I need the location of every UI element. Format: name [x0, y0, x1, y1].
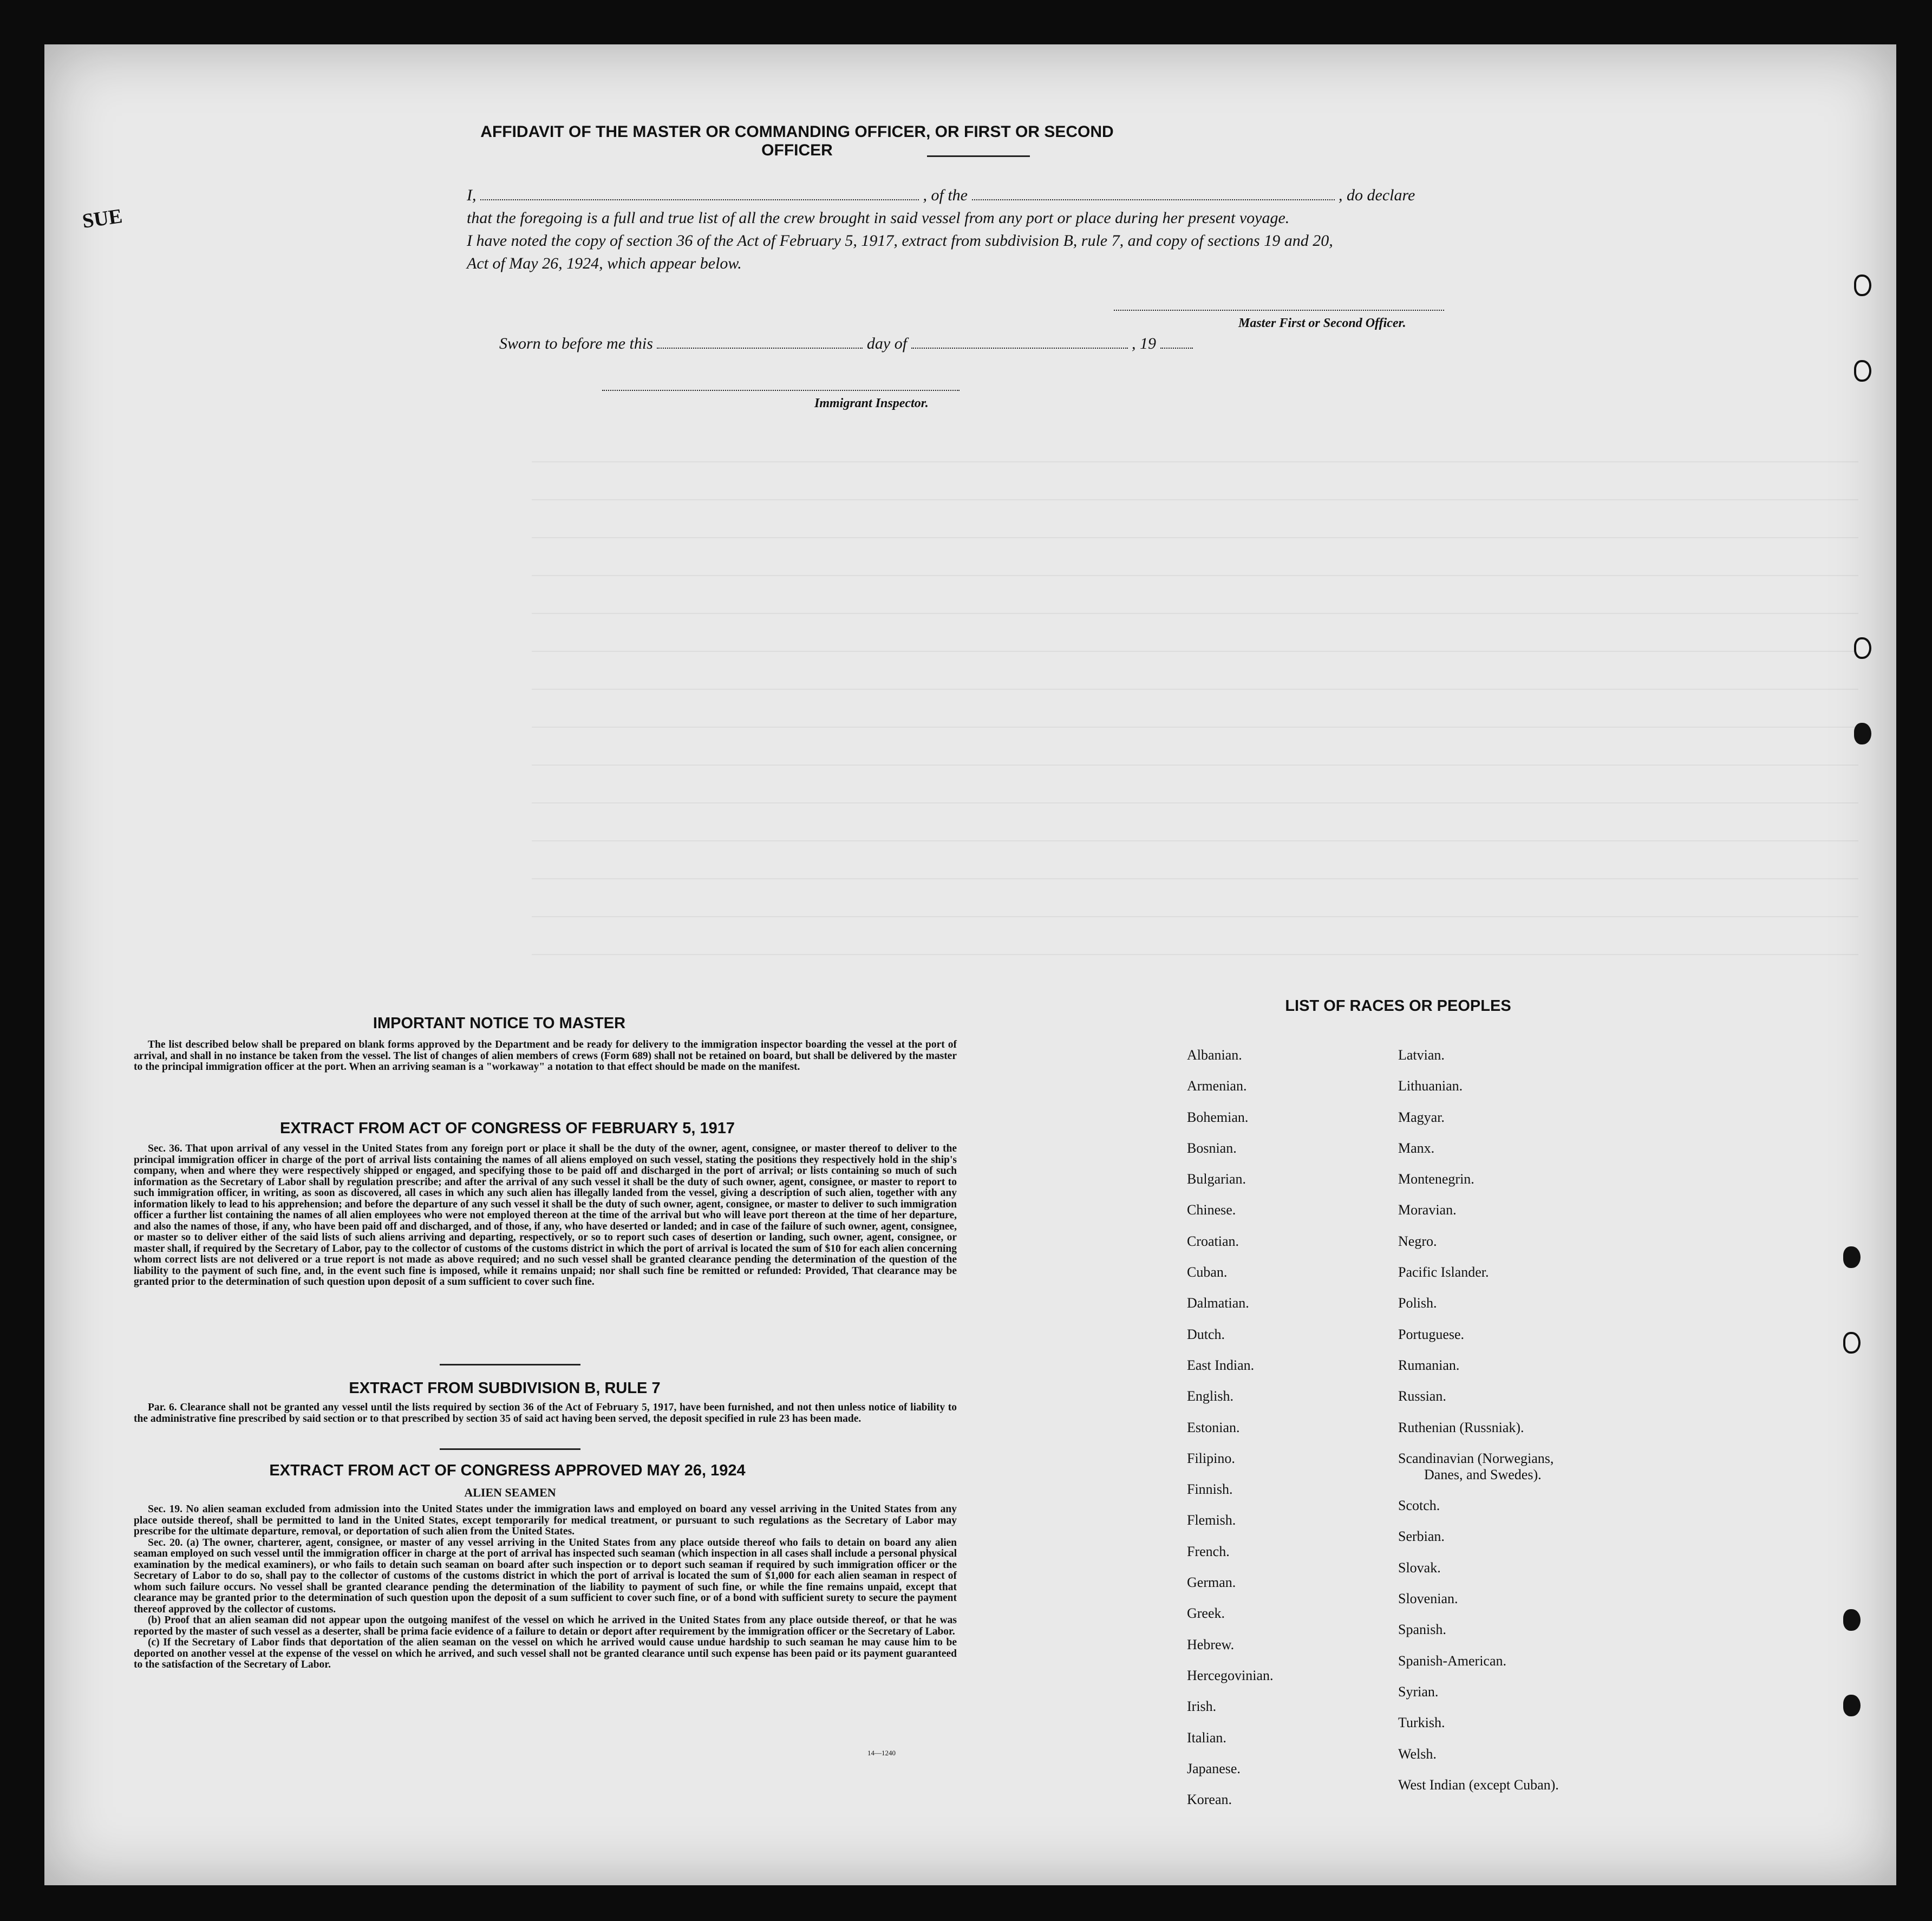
- race-item: Albanian.: [1187, 1047, 1242, 1063]
- binder-hole: [1843, 1695, 1861, 1716]
- notice-paragraph: The list described below shall be prepared on blank forms approved by the Department and be ready for delivery to the immigration inspector boarding the vessel at the port of arrival, and shall in no instance be taken from the vessel. The list of changes of alien members of crews (Form 689) shall not be retained on board, but shall be delivered by the master to the principal immigration officer at the port. When an arriving seaman is a "workaway" a notation to that effect should be made on the manifest.: [134, 1039, 957, 1073]
- notice-title: IMPORTANT NOTICE TO MASTER: [373, 1015, 626, 1032]
- inspector-label: Immigrant Inspector.: [814, 396, 929, 410]
- divider: [440, 1448, 580, 1450]
- bleed-through-row: [532, 748, 1858, 766]
- race-item: Ruthenian (Russniak).: [1398, 1419, 1524, 1435]
- race-item: Flemish.: [1187, 1512, 1236, 1528]
- race-item: Bulgarian.: [1187, 1171, 1246, 1187]
- sec-36-paragraph: Sec. 36. That upon arrival of any vessel in the United States from any foreign port or place it shall be the duty of the owner, agent, consignee, or master thereof to deliver to the principal immigration officer in charge of the port of arrival lists containing the names of all aliens employed on such vessel, stating the positions they respectively hold in the ship's company, when and where they were respectively shipped or engaged, and specifying those to be paid off and discharged in the port of arrival; or lists containing so much of such information as the Secretary of Labor shall by regulation prescribe; and after the arrival of any such vessel it shall be the duty of such owner, agent, consignee, or master to report to such immigration officer, in writing, as soon as discovered, all cases in which any such alien has illegally landed from the vessel, giving a description of such alien, together with any information likely to lead to his apprehension; and before the departure of any such vessel it shall be the duty of such owner, agent, consignee, or master to deliver to such immigration officer a further list containing the names of all alien employees who were not employed thereon at the time of the arrival but who will leave port thereon at the time of her departure, and also the names of those, if any, who have been paid off and discharged, and of those, if any, who have deserted or landed; and in case of the failure of such owner, agent, consignee, or master so to deliver either of the said lists of such aliens arriving and departing, respectively, or so to report such cases of desertion or landing, such owner, agent, consignee, or master shall, if required by the Secretary of Labor, pay to the collector of customs of the customs district in which the port of arrival is located the sum of $10 for each alien concerning whom correct lists are not delivered or a true report is not made as above required; and no such vessel shall be granted clearance pending the determination of the question of the liability to the payment of such fine, and, in the event such fine is imposed, while it remains unpaid; nor shall such fine be remitted or refunded: Provided, That clearance may be granted prior to the determination of such question upon deposit of a sum sufficient to cover such fine.: [134, 1143, 957, 1288]
- race-item: Pacific Islander.: [1398, 1264, 1489, 1280]
- binder-hole: [1854, 637, 1871, 659]
- race-item: Spanish.: [1398, 1622, 1446, 1638]
- race-item: Portuguese.: [1398, 1326, 1465, 1342]
- race-item: Polish.: [1398, 1295, 1437, 1311]
- race-item: Finnish.: [1187, 1481, 1233, 1498]
- affidavit-text-line: I have noted the copy of section 36 of the Act of February 5, 1917, extract from subdivision B, rule 7, and copy of sections 19 and 20,: [467, 232, 1333, 250]
- race-item: Korean.: [1187, 1792, 1232, 1808]
- extract-rule7-title: EXTRACT FROM SUBDIVISION B, RULE 7: [349, 1380, 661, 1397]
- sworn-day-field[interactable]: [657, 348, 863, 349]
- race-item: Irish.: [1187, 1698, 1217, 1715]
- affidavit-text-line: Act of May 26, 1924, which appear below.: [467, 254, 742, 272]
- bleed-through-row: [532, 672, 1858, 690]
- race-item: Scandinavian (Norwegians,: [1398, 1450, 1554, 1466]
- affidavit-text-line: that the foregoing is a full and true list of all the crew brought in said vessel from any port or place during her present voyage.: [467, 209, 1290, 227]
- race-item: Negro.: [1398, 1233, 1437, 1249]
- divider: [927, 155, 1030, 157]
- bleed-through-row: [532, 938, 1858, 955]
- race-item: Greek.: [1187, 1605, 1225, 1622]
- divider: [440, 1364, 580, 1365]
- extract-1917-text: [134, 1144, 957, 1288]
- sworn-label: Sworn to before me this: [499, 335, 653, 352]
- races-title: LIST OF RACES OR PEOPLES: [1285, 997, 1511, 1015]
- races-right-column: [1398, 1047, 1559, 1808]
- affidavit-declaration-line: [467, 186, 1463, 205]
- binder-hole: [1843, 1332, 1861, 1354]
- race-item: Rumanian.: [1398, 1357, 1460, 1373]
- bleed-through-row: [532, 521, 1858, 538]
- race-item: Bohemian.: [1187, 1109, 1249, 1125]
- bleed-through-row: [532, 483, 1858, 500]
- race-item: Russian.: [1398, 1388, 1446, 1404]
- year-label: , 19: [1132, 335, 1157, 352]
- race-item: Latvian.: [1398, 1047, 1445, 1063]
- race-item: Hebrew.: [1187, 1636, 1235, 1652]
- race-item: Syrian.: [1398, 1683, 1439, 1700]
- race-item: Cuban.: [1187, 1264, 1228, 1280]
- bleed-through-row: [532, 824, 1858, 841]
- race-item: Slovak.: [1398, 1559, 1441, 1576]
- affidavit-i-label: I,: [467, 186, 477, 204]
- binder-hole: [1854, 360, 1871, 382]
- notice-text: [134, 1040, 957, 1073]
- race-item: Filipino.: [1187, 1450, 1235, 1466]
- binder-hole: [1854, 723, 1871, 744]
- race-item: Spanish-American.: [1398, 1652, 1507, 1669]
- bleed-through-row: [532, 862, 1858, 879]
- bleed-through-row: [532, 635, 1858, 652]
- vessel-name-field[interactable]: [972, 199, 1335, 200]
- master-name-field[interactable]: [480, 199, 919, 200]
- affidavit-declare-label: , do declare: [1339, 186, 1415, 204]
- race-item: French.: [1187, 1543, 1230, 1559]
- sworn-line: [499, 335, 1193, 353]
- margin-handwritten-mark: SUE: [81, 205, 124, 233]
- bleed-through-row: [532, 597, 1858, 614]
- extract-1917-title: EXTRACT FROM ACT OF CONGRESS OF FEBRUARY 5, 1917: [279, 1120, 735, 1137]
- race-item: Armenian.: [1187, 1078, 1247, 1094]
- race-item: Magyar.: [1398, 1109, 1445, 1125]
- sec-20a-paragraph: Sec. 20. (a) The owner, charterer, agent, consignee, or master of any vessel arriving in the United States from any place outside thereof who fails to detain on board any alien seaman employed on such vessel until the immigration officer in charge at the port of arrival has inspected such seaman (which inspection in all cases shall include a personal physical examination by the medical examiners), or who fails to detain such seaman on board after such inspection or to deport such seaman if required by such immigration officer or the Secretary of Labor to do so, shall pay to the collector of customs of the customs district in which the port of arrival is located the sum of $1,000 for each alien seaman in respect of whom such failure occurs. No vessel shall be granted clearance pending the determination of the liability to payment of such fine, or while the fine remains unpaid, except that clearance may be granted prior to the determination of such question upon the deposit of a sum sufficient to cover such fine, or of a bond with sufficient surety to secure the payment thereof approved by the collector of customs.: [134, 1537, 957, 1615]
- race-item: Croatian.: [1187, 1233, 1239, 1249]
- form-number: 14—1240: [867, 1749, 896, 1757]
- race-item: Turkish.: [1398, 1715, 1445, 1731]
- race-item: Italian.: [1187, 1729, 1226, 1746]
- sec-20b-paragraph: (b) Proof that an alien seaman did not appear upon the outgoing manifest of the vessel on which he arrived in the United States from any place outside thereof, or that he was reported by the master of such vessel as a deserter, shall be prima facie evidence of a failure to detain or deport after requirement by the immigration officer or the Secretary of Labor.: [134, 1615, 957, 1637]
- race-item: Danes, and Swedes).: [1424, 1466, 1542, 1482]
- race-item: Lithuanian.: [1398, 1078, 1463, 1094]
- sworn-month-field[interactable]: [911, 348, 1128, 349]
- sec-20c-paragraph: (c) If the Secretary of Labor finds that deportation of the alien seaman on the vessel on which he arrived would cause undue hardship to such seaman he may cause him to be deported on another vessel at the expense of the vessel on which he arrived, and such vessel shall not be granted clearance until such expense has been paid or its payment guaranteed to the satisfaction of the Secretary of Labor.: [134, 1637, 957, 1670]
- extract-1924-text: [134, 1504, 957, 1671]
- race-item: Scotch.: [1398, 1498, 1440, 1514]
- binder-hole: [1843, 1246, 1861, 1268]
- race-item: Dalmatian.: [1187, 1295, 1249, 1311]
- inspector-signature-field[interactable]: [602, 390, 960, 391]
- extract-1924-title: EXTRACT FROM ACT OF CONGRESS APPROVED MAY 26, 1924: [269, 1462, 746, 1479]
- master-signature-label: Master First or Second Officer.: [1238, 316, 1406, 330]
- race-item: Montenegrin.: [1398, 1171, 1474, 1187]
- extract-rule7-text: [134, 1402, 957, 1425]
- race-item: East Indian.: [1187, 1357, 1255, 1373]
- bleed-through-row: [532, 710, 1858, 728]
- affidavit-title: AFFIDAVIT OF THE MASTER OR COMMANDING OFFICER, OR FIRST OR SECOND OFFICER: [480, 123, 1114, 159]
- race-item: Welsh.: [1398, 1746, 1437, 1762]
- race-item: Hercegovinian.: [1187, 1667, 1274, 1683]
- bleed-through-row: [532, 559, 1858, 576]
- document-page: [44, 44, 1896, 1885]
- par-6-paragraph: Par. 6. Clearance shall not be granted any vessel until the lists required by section 36 of the Act of February 5, 1917, have been furnished, and not then unless notice of liability to the administrative fine prescribed by said section or to that prescribed by section 35 of said act having been served, the deposit specified in rule 23 has been made.: [134, 1402, 957, 1425]
- race-item: German.: [1187, 1574, 1236, 1591]
- race-item: Manx.: [1398, 1140, 1435, 1156]
- race-item: Chinese.: [1187, 1202, 1236, 1218]
- race-item: West Indian (except Cuban).: [1398, 1776, 1559, 1793]
- affidavit-of-the-label: , of the: [923, 186, 968, 204]
- race-item: English.: [1187, 1388, 1233, 1404]
- bleed-through-row: [532, 786, 1858, 803]
- race-item: Bosnian.: [1187, 1140, 1237, 1156]
- race-item: Dutch.: [1187, 1326, 1225, 1342]
- binder-hole: [1854, 275, 1871, 296]
- master-signature-field[interactable]: [1114, 310, 1444, 311]
- sworn-year-field[interactable]: [1160, 348, 1193, 349]
- bleed-through-row: [532, 900, 1858, 917]
- race-item: Serbian.: [1398, 1528, 1445, 1545]
- binder-hole: [1843, 1609, 1861, 1631]
- sec-19-paragraph: Sec. 19. No alien seaman excluded from admission into the United States under the immigration laws and employed on board any vessel arriving in the United States from any place outside thereof, shall be permitted to land in the United States, except temporarily for medical treatment, or pursuant to such regulations as the Secretary of Labor may prescribe for the ultimate departure, removal, or deportation of such alien from the United States.: [134, 1504, 957, 1537]
- races-left-column: [1187, 1047, 1274, 1822]
- bleed-through-row: [532, 445, 1858, 462]
- race-item: Slovenian.: [1398, 1591, 1458, 1607]
- day-of-label: day of: [866, 335, 908, 352]
- race-item: Japanese.: [1187, 1760, 1241, 1776]
- race-item: Estonian.: [1187, 1419, 1240, 1435]
- race-item: Moravian.: [1398, 1202, 1457, 1218]
- alien-seamen-subtitle: ALIEN SEAMEN: [464, 1486, 556, 1499]
